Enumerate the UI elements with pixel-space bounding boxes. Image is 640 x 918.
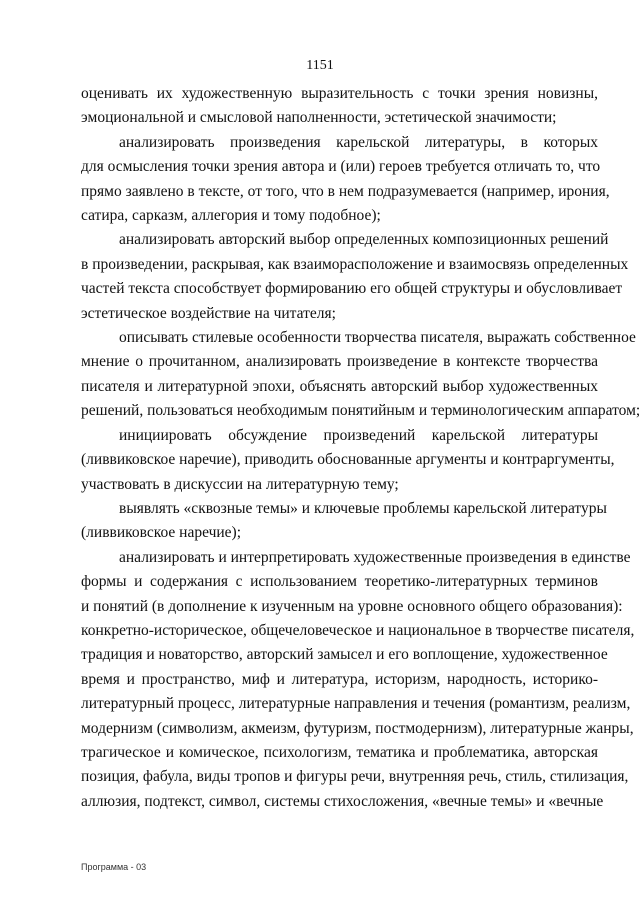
text-line: анализировать произведения карельской литературы, в которых [119,133,598,151]
text-line: описывать стилевые особенности творчества писателя, выражать собственное [119,329,636,347]
text-line: аллюзия, подтекст, символ, системы стихосложения, «вечные темы» и «вечные [81,792,604,810]
text-line: анализировать авторский выбор определенных композиционных решений [119,231,609,249]
text-line: традиция и новаторство, авторский замысел и его воплощение, художественное [81,646,608,664]
text-line: анализировать и интерпретировать художественные произведения в единстве [119,548,631,566]
text-line: выявлять «сквозные темы» и ключевые проблемы карельской литературы [119,499,607,517]
text-line: писателя и литературной эпохи, объяснять авторский выбор художественных [81,377,598,395]
text-line: трагическое и комическое, психологизм, тематика и проблематика, авторская [81,743,598,761]
text-line: участвовать в дискуссии на литературную тему; [81,475,399,493]
text-line: мнение о прочитанном, анализировать произведение в контексте творчества [81,353,598,371]
text-line: для осмысления точки зрения автора и (или) героев требуется отличать то, что [81,158,601,176]
text-line: эмоциональной и смысловой наполненности, эстетической значимости; [81,109,557,127]
paragraph [81,82,598,131]
text-line: оценивать их художественную выразительность с точки зрения новизны, [81,85,598,102]
paragraph [81,497,607,546]
text-line: время и пространство, миф и литература, историзм, народность, историко- [81,670,598,688]
text-line: модернизм (символизм, акмеизм, футуризм, постмодернизм), литературные жанры, [81,719,634,737]
text-line: формы и содержания с использованием теоретико-литературных терминов [81,573,598,591]
text-line: эстетическое воздействие на читателя; [81,304,336,322]
paragraph [81,546,635,814]
page-footer: Программа - 03 [81,862,147,872]
text-line: конкретно-историческое, общечеловеческое и национальное в творчестве писателя, [81,621,635,639]
text-line: в произведении, раскрывая, как взаиморасположение и взаимосвязь определенных [81,255,629,273]
text-line: прямо заявлено в тексте, от того, что в нем подразумевается (например, ирония, [81,182,610,200]
text-line: инициировать обсуждение произведений карельской литературы [119,426,598,444]
text-line: литературный процесс, литературные направления и течения (романтизм, реализм, [81,695,631,713]
paragraph [81,131,610,229]
text-line: (ливвиковское наречие); [81,524,242,542]
text-line: и понятий (в дополнение к изученным на уровне основного общего образования): [81,597,623,615]
paragraph [81,326,640,424]
paragraph [81,228,629,326]
text-line: сатира, сарказм, аллегория и тому подобное); [81,207,381,225]
page-number: 1151 [306,58,334,73]
document-body [81,82,640,814]
text-line: (ливвиковское наречие), приводить обоснованные аргументы и контраргументы, [81,451,615,469]
paragraph [81,424,615,497]
text-line: решений, пользоваться необходимым понятийным и терминологическим аппаратом; [81,402,640,420]
text-line: позиция, фабула, виды тропов и фигуры речи, внутренняя речь, стиль, стилизация, [81,768,629,786]
text-line: частей текста способствует формированию его общей структуры и обусловливает [81,280,623,298]
